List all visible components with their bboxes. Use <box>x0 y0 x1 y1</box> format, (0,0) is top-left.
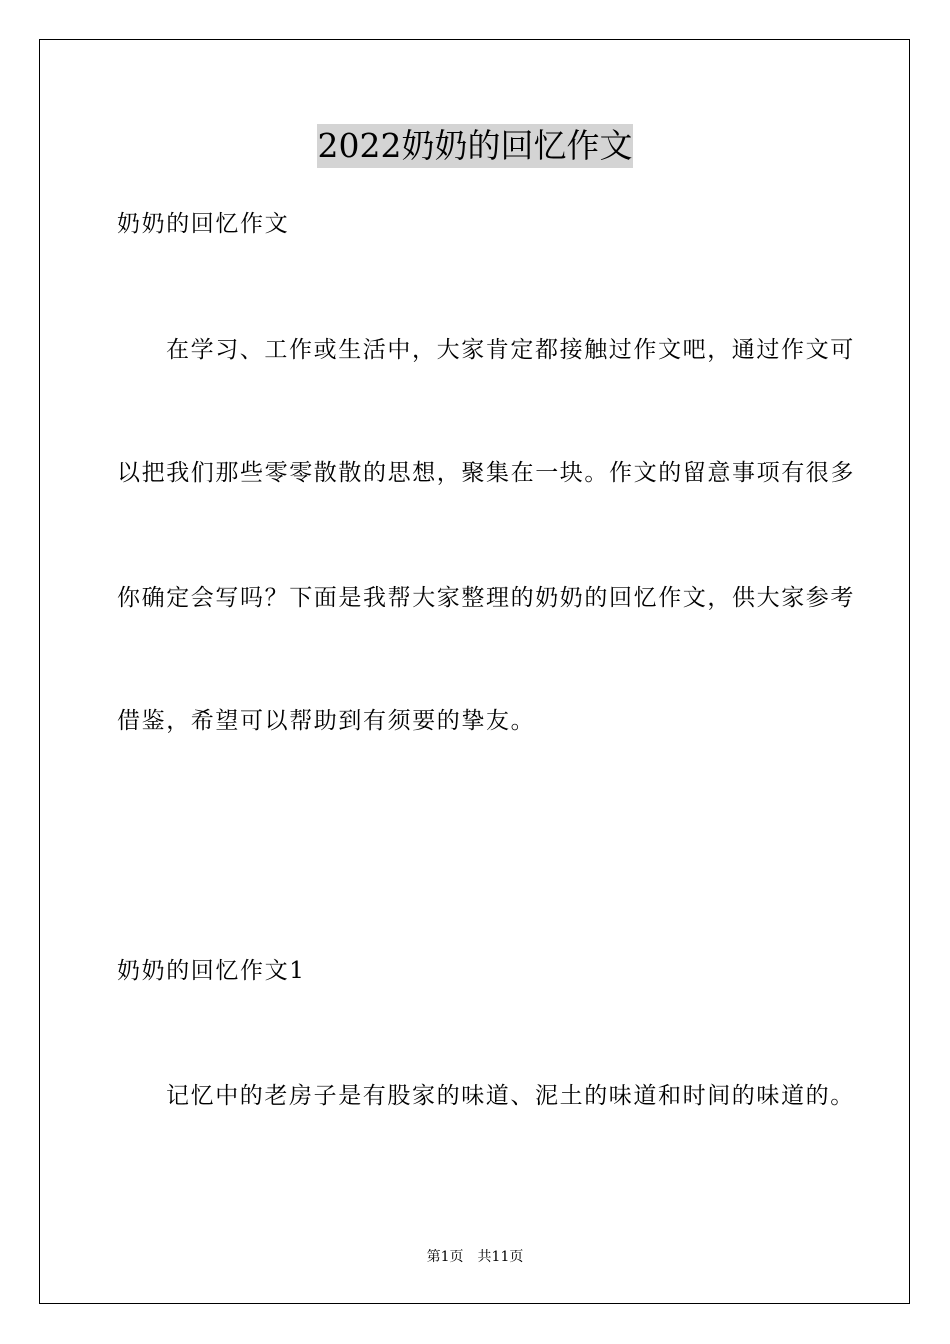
section-line: 记忆中的老房子是有股家的味道、泥土的味道和时间的味道的。 <box>166 1083 855 1109</box>
intro-line: 在学习、工作或生活中，大家肯定都接触过作文吧，通过作文可 <box>166 337 855 363</box>
section-heading: 奶奶的回忆作文1 <box>117 958 306 984</box>
document-title: 2022奶奶的回忆作文 <box>317 124 634 168</box>
intro-line: 以把我们那些零零散散的思想，聚集在一块。作文的留意事项有很多 <box>117 460 855 486</box>
document-heading: 奶奶的回忆作文 <box>117 211 290 237</box>
page-footer: 第1页 共11页 <box>426 1249 524 1265</box>
intro-line: 借鉴，希望可以帮助到有须要的挚友。 <box>117 708 536 734</box>
title-container <box>0 124 950 168</box>
intro-line: 你确定会写吗？下面是我帮大家整理的奶奶的回忆作文，供大家参考 <box>117 585 855 611</box>
